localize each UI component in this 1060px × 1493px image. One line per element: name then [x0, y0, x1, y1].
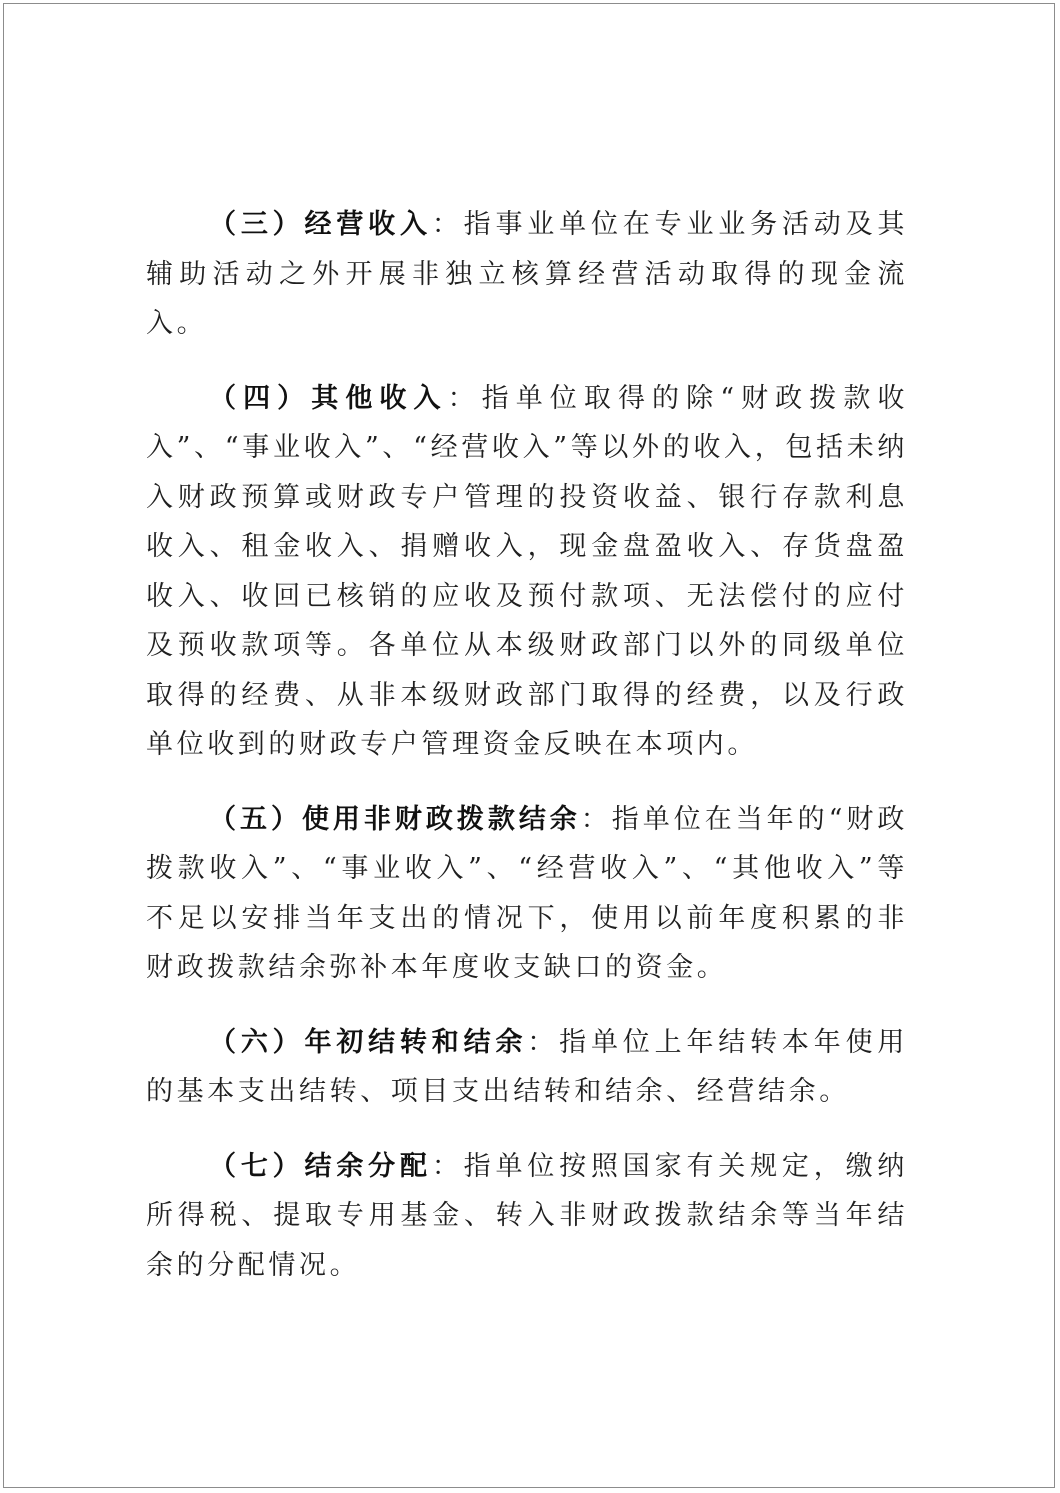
document-body [146, 200, 908, 1315]
document-page [3, 3, 1055, 1488]
paragraph-text: ：指单位在当年的“财政拨款收入”、“事业收入”、“经营收入”、“其他收入”等不足以安排当年支出的情况下，使用以前年度积累的非财政拨款结余弥补本年度收支缺口的资金。 [146, 803, 908, 983]
paragraph-heading: （五）使用非财政拨款结余 [209, 803, 581, 835]
paragraph-surplus-distribution [146, 1142, 908, 1291]
paragraph-carryover-surplus [146, 1018, 908, 1117]
paragraph-other-income [146, 374, 908, 770]
paragraph-heading: （六）年初结转和结余 [209, 1026, 528, 1058]
paragraph-text: ：指单位按照国家有关规定，缴纳所得税、提取专用基金、转入非财政拨款结余等当年结余的分配情况。 [146, 1150, 909, 1281]
paragraph-operating-income [146, 200, 908, 349]
paragraph-text: ：指单位上年结转本年使用的基本支出结转、项目支出结转和结余、经营结余。 [146, 1026, 909, 1107]
paragraph-text: ：指单位取得的除“财政拨款收入”、“事业收入”、“经营收入”等以外的收入，包括未纳入财政预算或财政专户管理的投资收益、银行存款利息收入、租金收入、捐赠收入，现金盘盈收入、存货盘盈收入、收回已核销的应收及预付款项、无法偿付的应付及预收款项等。各单位从本级财政部门以外的同级单位取得的经费、从非本级财政部门取得的经费，以及行政单位收到的财政专户管理资金反映在本项内。 [146, 382, 909, 760]
paragraph-text: ：指事业单位在专业业务活动及其辅助活动之外开展非独立核算经营活动取得的现金流入。 [146, 209, 909, 339]
paragraph-heading: （七）结余分配 [209, 1150, 432, 1182]
paragraph-heading: （四）其他收入 [209, 382, 448, 414]
paragraph-heading: （三）经营收入 [209, 209, 432, 240]
paragraph-non-fiscal-surplus [146, 795, 908, 993]
